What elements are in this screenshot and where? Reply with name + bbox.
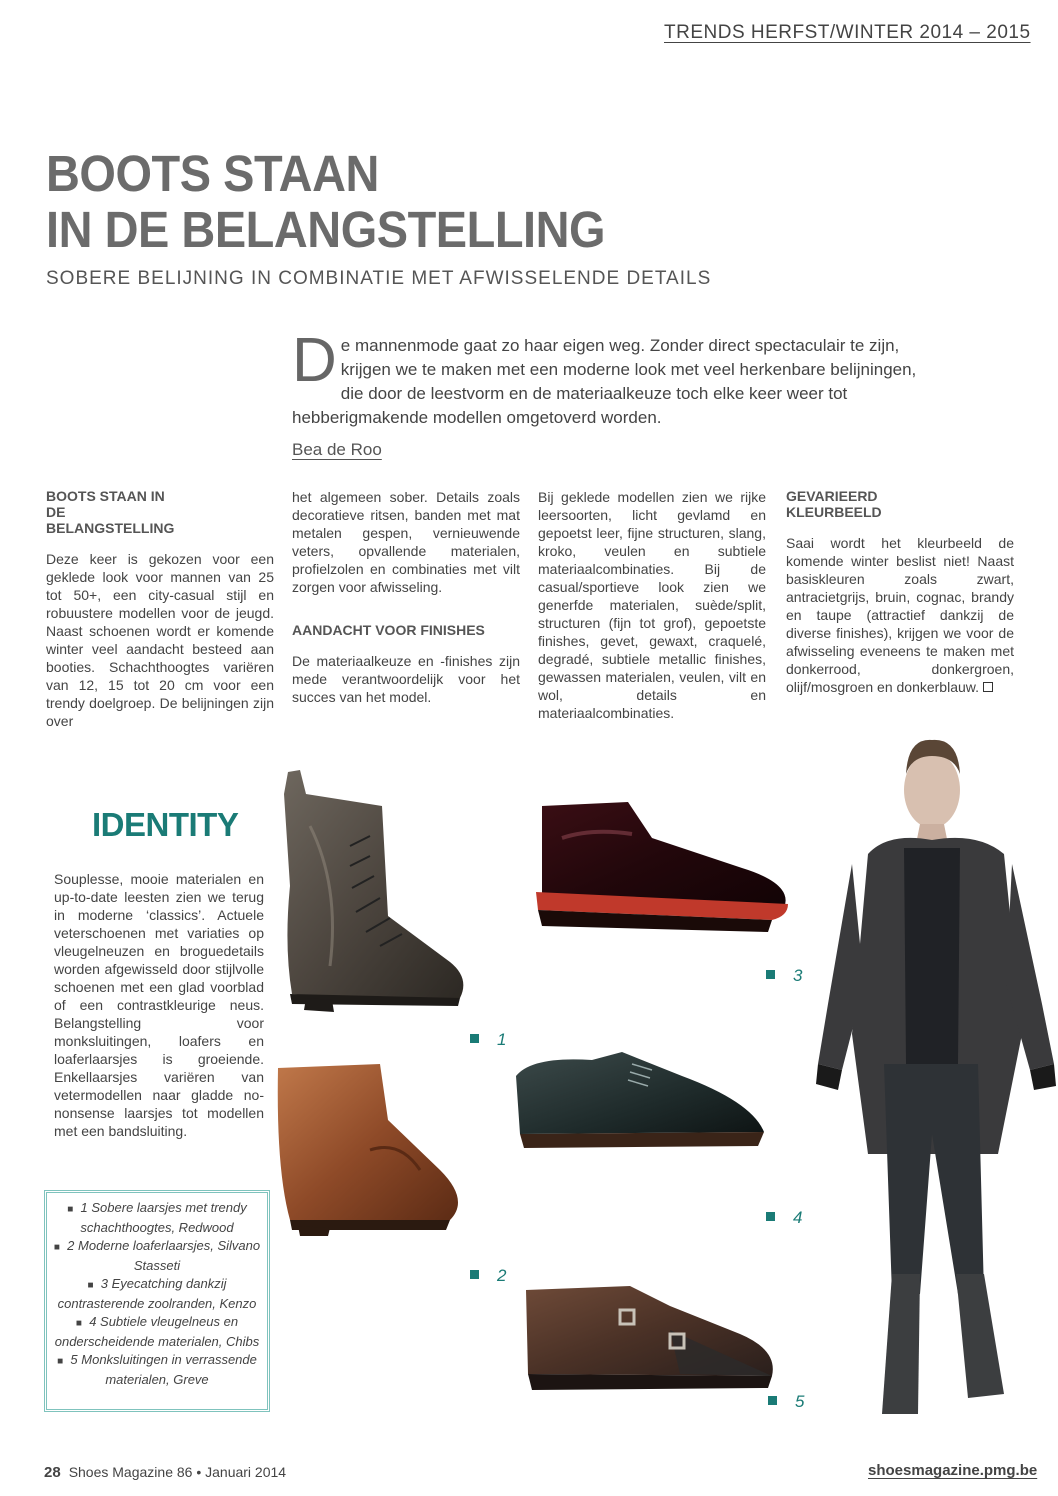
column-4-heading: GEVARIEERD KLEURBEELD: [786, 488, 882, 520]
square-bullet-icon: [768, 1396, 777, 1405]
column-1-heading: BOOTS STAAN IN DE BELANGSTELLING: [46, 488, 175, 536]
column-3-text: Bij geklede modellen zien we rijke leersoorten, licht gevlamd en gepoetst leer, fijne structuren, slang, kroko, veulen en subtiele materiaalcombinaties. Bij de casual/sportieve look zien we generfde materialen, suède/split, structuren (fijn tot grof), gepoetste finishes, gevet, gewaxt, craquelé, degradé, subtiele metallic finishes, gewassen materialen, veulen, vilt en wol, details en materiaalcombinaties.: [538, 489, 766, 721]
article-title: [46, 146, 605, 258]
photo-number-2-label: 2: [497, 1266, 507, 1285]
shoe-photo-4: [512, 1046, 772, 1160]
photo-captions: [44, 1190, 270, 1412]
identity-title: IDENTITY: [92, 806, 239, 843]
title-line-2: IN DE BELANGSTELLING: [46, 201, 606, 258]
photo-number-3-label: 3: [793, 966, 803, 985]
end-mark-icon: [983, 682, 993, 692]
square-bullet-icon: [470, 1034, 479, 1043]
caption-1-text: 1 Sobere laarsjes met trendy schachthoogtes, Redwood: [80, 1200, 247, 1235]
shoe-photo-5: [520, 1280, 782, 1398]
column-2-heading: AANDACHT VOOR FINISHES: [292, 622, 485, 638]
column-3: [538, 488, 766, 734]
title-line-1: BOOTS STAAN: [46, 145, 379, 202]
page-number: 28: [44, 1464, 61, 1481]
column-4: [786, 488, 1014, 708]
article-subtitle: SOBERE BELIJNING IN COMBINATIE MET AFWISSELENDE DETAILS: [46, 268, 712, 289]
drop-cap: D: [292, 326, 337, 395]
column-4-body: Saai wordt het kleurbeeld de komende winter beslist niet! Naast basiskleuren zoals zwart, antracietgrijs, bruin, cognac, brandy en taupe (attractief dankzij de diverse finishes), krijgen we voor de afwisseling eveneens te maken met donkerrood, donkergroen, olijf/mosgroen en donkerblauw.: [786, 535, 1014, 695]
square-bullet-icon: [766, 970, 775, 979]
boot-photo-2: [270, 1060, 470, 1240]
caption-3: ■ 3 Eyecatching dankzij contrasterende zoolranden, Kenzo: [57, 1276, 257, 1311]
photo-number-5-label: 5: [795, 1392, 805, 1411]
column-1: [46, 488, 274, 742]
photo-number-1-label: 1: [497, 1030, 507, 1049]
boot-photo-1: [270, 766, 476, 1028]
caption-1: ■ 1 Sobere laarsjes met trendy schachthoogtes, Redwood: [67, 1200, 247, 1235]
footer-left: [44, 1464, 286, 1481]
photo-number-4-label: 4: [793, 1208, 803, 1227]
caption-4: ■ 4 Subtiele vleugelneus en onderscheidende materialen, Chibs: [54, 1314, 260, 1349]
magazine-issue: Shoes Magazine 86 • Januari 2014: [68, 1464, 287, 1480]
column-2-text-1: het algemeen sober. Details zoals decoratieve ritsen, banden met mat metalen gespen, vernieuwende veters, opvallende materialen, profielzolen en combinaties met vilt zorgen voor afwisseling.: [292, 489, 520, 595]
website-link[interactable]: shoesmagazine.pmg.be: [868, 1462, 1038, 1479]
section-header: TRENDS HERFST/WINTER 2014 – 2015: [664, 22, 1031, 43]
photo-number-2: [470, 1266, 506, 1286]
caption-3-text: 3 Eyecatching dankzij contrasterende zoolranden, Kenzo: [57, 1276, 257, 1311]
author-byline: Bea de Roo: [292, 440, 382, 459]
photo-number-5: [768, 1392, 804, 1412]
column-2-text-2: De materiaalkeuze en -finishes zijn mede verantwoordelijk voor het succes van het model.: [292, 653, 520, 705]
column-1-text: Deze keer is gekozen voor een geklede look voor mannen van 25 tot 50+, een city-casual stijl en robuustere modellen voor de jeugd. Naast schoenen wordt er komende winter veel aandacht besteed aan booties. Schachthoogtes variëren van 12, 15 tot 20 cm voor een trendy doelgroep. De belijningen zijn over: [46, 551, 274, 729]
caption-5-text: 5 Monksluitingen in verrassende materialen, Greve: [70, 1352, 257, 1387]
photo-number-3: [766, 966, 802, 986]
caption-2-text: 2 Moderne loaferlaarsjes, Silvano Stasseti: [67, 1238, 261, 1273]
identity-text: Souplesse, mooie materialen en up-to-date leesten zien we terug in moderne ‘classics’. Actuele veterschoenen met variaties op vleugelneuzen en broguedetails worden afgewisseld door stijlvolle schoenen met een glad voorblad of een contrastkleurige neus. Belangstelling voor monksluitingen, loafers en loaferlaarsjes is groeiende. Enkellaarsjes variëren van vetermodellen naar gladde no-nonsense laarsjes tot modellen met een bandsluiting.: [54, 871, 264, 1139]
column-4-text: [786, 534, 1014, 696]
shoe-photo-3: [532, 798, 796, 938]
square-bullet-icon: [766, 1212, 775, 1221]
article-intro: [292, 326, 920, 430]
caption-5: ■ 5 Monksluitingen in verrassende materialen, Greve: [57, 1352, 257, 1387]
caption-2: ■ 2 Moderne loaferlaarsjes, Silvano Stasseti: [53, 1238, 261, 1273]
runway-model-photo: [808, 734, 1058, 1430]
column-2: [292, 488, 520, 718]
photo-number-4: [766, 1208, 802, 1228]
caption-4-text: 4 Subtiele vleugelneus en onderscheidende materialen, Chibs: [54, 1314, 260, 1349]
square-bullet-icon: [470, 1270, 479, 1279]
photo-number-1: [470, 1030, 506, 1050]
intro-text: e mannenmode gaat zo haar eigen weg. Zonder direct spectaculair te zijn, krijgen we te maken met een moderne look met veel herkenbare belijningen, die door de leestvorm en de materiaalkeuze toch elke keer weer tot hebberigmakende modellen omgetoverd worden.: [292, 336, 917, 427]
